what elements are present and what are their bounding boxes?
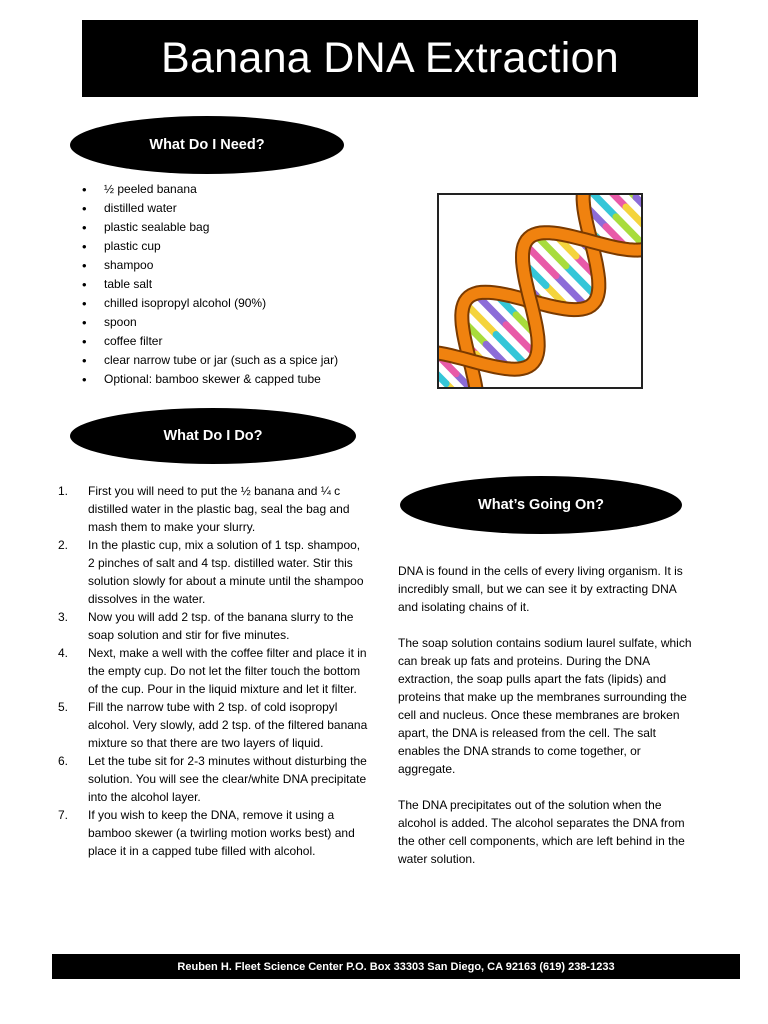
explanation-text xyxy=(398,562,698,886)
step-item xyxy=(58,806,370,860)
paragraph: DNA is found in the cells of every living organism. It is incredibly small, but we can see it by extracting DNA and isolating chains of it. xyxy=(398,564,683,614)
step-number: 7. xyxy=(58,808,69,822)
section-heading-whats-going-on: What’s Going On? xyxy=(400,476,682,534)
paragraph: The soap solution contains sodium laurel sulfate, which can break up fats and proteins. During the DNA extraction, the soap pulls apart the fats (lipids) and proteins that make up the membranes surrounding the cell and nucleus. Once these membranes are broken apart, the DNA is released from the cell. The salt enables the DNA strands to come together, or aggregate. xyxy=(398,636,692,776)
paragraph: The DNA precipitates out of the solution when the alcohol is added. The alcohol separates the DNA from the other cell components, which are left behind in the water solution. xyxy=(398,798,685,866)
step-item xyxy=(58,536,370,608)
list-item: • chilled isopropyl alcohol (90%) xyxy=(82,294,412,313)
step-number: 4. xyxy=(58,646,69,660)
footer-contact: Reuben H. Fleet Science Center P.O. Box 33303 San Diego, CA 92163 (619) 238-1233 xyxy=(52,954,740,979)
step-number: 2. xyxy=(58,538,69,552)
step-item xyxy=(58,698,370,752)
list-item: • shampoo xyxy=(82,256,412,275)
list-item: • spoon xyxy=(82,313,412,332)
list-item: • ½ peeled banana xyxy=(82,180,412,199)
step-text: Now you will add 2 tsp. of the banana slurry to the soap solution and stir for five minutes. xyxy=(88,610,354,642)
section-heading-what-do-i-need: What Do I Need? xyxy=(70,116,344,174)
list-item: • coffee filter xyxy=(82,332,412,351)
page-title: Banana DNA Extraction xyxy=(82,20,698,97)
step-text: First you will need to put the ½ banana and ¼ c distilled water in the plastic bag, seal the bag and mash them to make your slurry. xyxy=(88,484,350,534)
step-item xyxy=(58,482,370,536)
list-item: • plastic cup xyxy=(82,237,412,256)
step-text: Let the tube sit for 2-3 minutes without disturbing the solution. You will see the clear/white DNA precipitate into the alcohol layer. xyxy=(88,754,367,804)
step-number: 1. xyxy=(58,484,69,498)
step-number: 3. xyxy=(58,610,69,624)
dna-double-helix-icon xyxy=(437,193,643,389)
step-item xyxy=(58,752,370,806)
step-text: Next, make a well with the coffee filter and place it in the empty cup. Do not let the filter touch the bottom of the cup. Pour in the liquid mixture and let it filter. xyxy=(88,646,367,696)
dna-helix-illustration xyxy=(439,195,641,387)
step-item xyxy=(58,644,370,698)
step-text: Fill the narrow tube with 2 tsp. of cold isopropyl alcohol. Very slowly, add 2 tsp. of the filtered banana mixture so that there are two layers of liquid. xyxy=(88,700,368,750)
list-item: • plastic sealable bag xyxy=(82,218,412,237)
step-item xyxy=(58,608,370,644)
step-number: 6. xyxy=(58,754,69,768)
steps-list xyxy=(58,482,370,860)
section-heading-what-do-i-do: What Do I Do? xyxy=(70,408,356,464)
step-text: In the plastic cup, mix a solution of 1 tsp. shampoo, 2 pinches of salt and 4 tsp. distilled water. Stir this solution slowly for about a minute until the shampoo dissolves in the water. xyxy=(88,538,364,606)
list-item: • table salt xyxy=(82,275,412,294)
supplies-list xyxy=(82,180,412,389)
list-item: • clear narrow tube or jar (such as a spice jar) xyxy=(82,351,412,370)
list-item: • distilled water xyxy=(82,199,412,218)
list-item: • Optional: bamboo skewer & capped tube xyxy=(82,370,412,389)
step-text: If you wish to keep the DNA, remove it using a bamboo skewer (a twirling motion works best) and place it in a capped tube filled with alcohol. xyxy=(88,808,355,858)
step-number: 5. xyxy=(58,700,69,714)
